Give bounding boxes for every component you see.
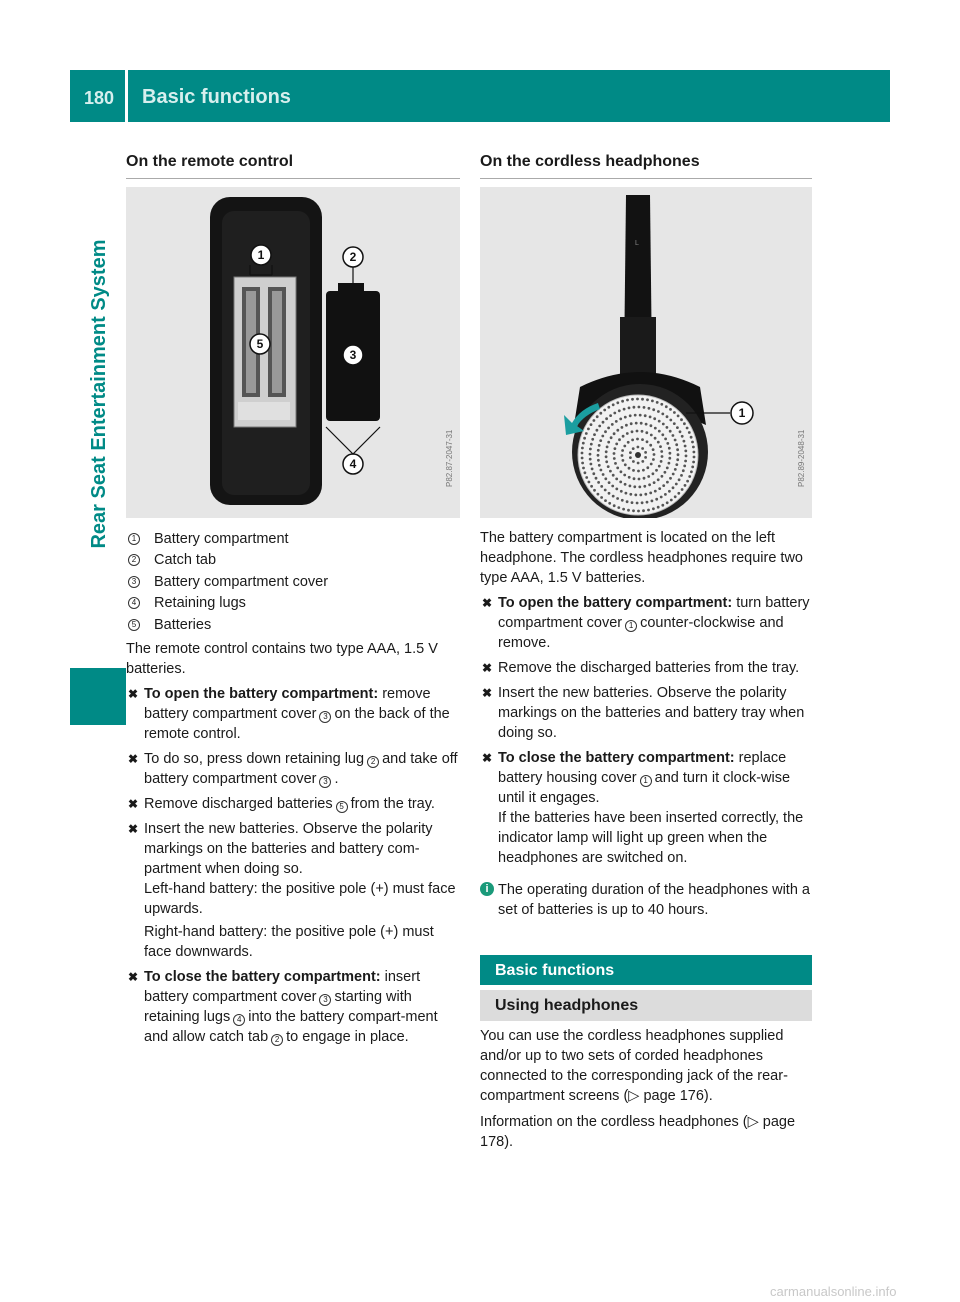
legend-item xyxy=(126,571,460,593)
callout-2-icon: 2 xyxy=(367,756,379,768)
step-text: on the back of the remote control. xyxy=(144,705,450,742)
step-bold-label: To close the battery compartment: xyxy=(144,968,381,985)
side-thumb-tab xyxy=(70,668,126,725)
svg-text:2: 2 xyxy=(349,250,357,264)
step-bold-label: To open the battery compartment: xyxy=(498,595,733,611)
callout-1-icon: 1 xyxy=(640,775,652,787)
step-arrow-icon: ✖ xyxy=(128,751,139,766)
callout-4-icon: 4 xyxy=(233,1014,245,1026)
step-note: Right-hand battery: the positive pole (+) must face downwards. xyxy=(144,923,434,960)
step-arrow-icon: ✖ xyxy=(128,969,139,984)
legend-item xyxy=(126,593,460,615)
step-text: from the tray. xyxy=(350,795,435,812)
step-note: If the batteries have been inserted correctly, the indicator lamp will light up green when the headphones are switched on. xyxy=(498,810,804,866)
step-text: Remove discharged batteries xyxy=(144,795,333,812)
step-text: . xyxy=(334,770,339,787)
section-band-basic-functions: Basic functions xyxy=(480,955,812,985)
using-headphones-para2: Information on the cordless headphones (▷ page 178). xyxy=(480,1114,796,1150)
using-headphones-text xyxy=(480,1026,812,1152)
right-column xyxy=(480,152,812,920)
svg-text:L: L xyxy=(635,240,639,247)
legend-text: Catch tab xyxy=(154,552,217,569)
svg-text:1: 1 xyxy=(257,248,265,262)
headphones-illustration xyxy=(480,187,812,518)
subsection-band-using-headphones: Using headphones xyxy=(480,990,812,1021)
svg-text:4: 4 xyxy=(349,457,357,471)
step-arrow-icon: ✖ xyxy=(482,751,493,765)
step-text: insert battery compartment cover xyxy=(144,968,421,1005)
info-note xyxy=(480,880,812,920)
callout-3-icon: 3 xyxy=(319,994,331,1006)
legend-item xyxy=(126,550,460,572)
svg-text:5: 5 xyxy=(256,337,264,351)
info-text: The operating duration of the headphones with a set of batteries is up to 40 hours. xyxy=(498,882,810,918)
header-divider xyxy=(125,70,128,122)
headphones-figure xyxy=(480,187,812,518)
section-heading-headphones: On the cordless headphones xyxy=(480,152,812,179)
callout-number-icon: 3 xyxy=(128,576,140,588)
step-text: counter-clockwise and remove. xyxy=(498,615,784,651)
callout-3-icon: 3 xyxy=(319,776,331,788)
site-watermark: carmanualsonline.info xyxy=(770,1284,897,1299)
callout-3-icon: 3 xyxy=(319,711,331,723)
instruction-step xyxy=(480,683,812,743)
callout-number-icon: 1 xyxy=(128,533,140,545)
step-arrow-icon: ✖ xyxy=(482,686,493,700)
step-text: To do so, press down retaining lug xyxy=(144,750,365,767)
step-text: turn battery compartment cover xyxy=(498,595,810,631)
svg-text:3: 3 xyxy=(349,348,357,362)
step-text: starting with retaining lugs xyxy=(144,988,412,1025)
step-text: Insert the new batteries. Observe the polarity markings on the batteries and battery com-partment when doing so. xyxy=(144,820,433,877)
using-headphones-para1: You can use the cordless headphones supplied and/or up to two sets of corded headphones connected to the corresponding jack of the rear-compartment screens (▷ page 176). xyxy=(480,1028,788,1104)
step-bold-label: To open the battery compartment: xyxy=(144,685,379,702)
step-text: remove battery compartment cover xyxy=(144,685,431,722)
callout-1-icon: 1 xyxy=(625,620,637,632)
callout-5-icon: 5 xyxy=(336,801,348,813)
step-bold-label: To close the battery compartment: xyxy=(498,750,735,766)
headphones-intro: The battery compartment is located on the left headphone. The cordless headphones require two type AAA, 1.5 V batteries. xyxy=(480,530,803,586)
remote-legend xyxy=(126,528,460,636)
left-column xyxy=(126,152,460,1047)
step-text: replace battery housing cover xyxy=(498,750,787,786)
remote-image-code: P82.87-2047-31 xyxy=(445,429,454,487)
step-arrow-icon: ✖ xyxy=(128,821,139,836)
instruction-step xyxy=(126,967,460,1047)
info-icon: i xyxy=(480,882,494,896)
step-arrow-icon: ✖ xyxy=(482,661,493,675)
headphones-image-code: P82.89-2048-31 xyxy=(797,429,806,487)
legend-text: Batteries xyxy=(154,616,212,633)
step-arrow-icon: ✖ xyxy=(128,796,139,811)
instruction-step xyxy=(126,749,460,789)
section-heading-remote: On the remote control xyxy=(126,152,460,179)
legend-text: Battery compartment xyxy=(154,530,289,547)
legend-item xyxy=(126,614,460,636)
step-arrow-icon: ✖ xyxy=(482,596,493,610)
remote-intro: The remote control contains two type AAA, 1.5 V batteries. xyxy=(126,640,438,677)
page-title: Basic functions xyxy=(142,86,291,108)
step-text: Remove the discharged batteries from the tray. xyxy=(498,660,800,676)
step-arrow-icon: ✖ xyxy=(128,686,139,701)
remote-control-figure xyxy=(126,187,460,518)
instruction-step xyxy=(480,593,812,653)
svg-text:1: 1 xyxy=(738,406,746,420)
side-section-label xyxy=(84,134,114,654)
callout-2-icon: 2 xyxy=(271,1034,283,1046)
legend-text: Battery compartment cover xyxy=(154,573,329,590)
side-label-text: Rear Seat Entertainment System xyxy=(88,239,110,549)
remote-control-illustration xyxy=(126,187,460,518)
callout-number-icon: 5 xyxy=(128,619,140,631)
instruction-step xyxy=(126,684,460,744)
step-text: into the battery compart-ment and allow catch tab xyxy=(144,1008,438,1045)
step-text: and take off battery compartment cover xyxy=(144,750,458,787)
page-number: 180 xyxy=(84,88,115,108)
callout-number-icon: 4 xyxy=(128,597,140,609)
instruction-step xyxy=(126,819,460,962)
page-header xyxy=(70,70,890,122)
step-note: Left-hand battery: the positive pole (+) must face upwards. xyxy=(144,880,456,917)
step-text: to engage in place. xyxy=(286,1028,409,1045)
step-text: and turn it clock-wise until it engages. xyxy=(498,770,791,806)
step-text: Insert the new batteries. Observe the polarity markings on the batteries and battery tray when doing so. xyxy=(498,685,805,741)
instruction-step xyxy=(126,794,460,814)
instruction-step xyxy=(480,658,812,678)
legend-text: Retaining lugs xyxy=(154,595,246,612)
legend-item xyxy=(126,528,460,550)
instruction-step xyxy=(480,748,812,868)
callout-number-icon: 2 xyxy=(128,554,140,566)
